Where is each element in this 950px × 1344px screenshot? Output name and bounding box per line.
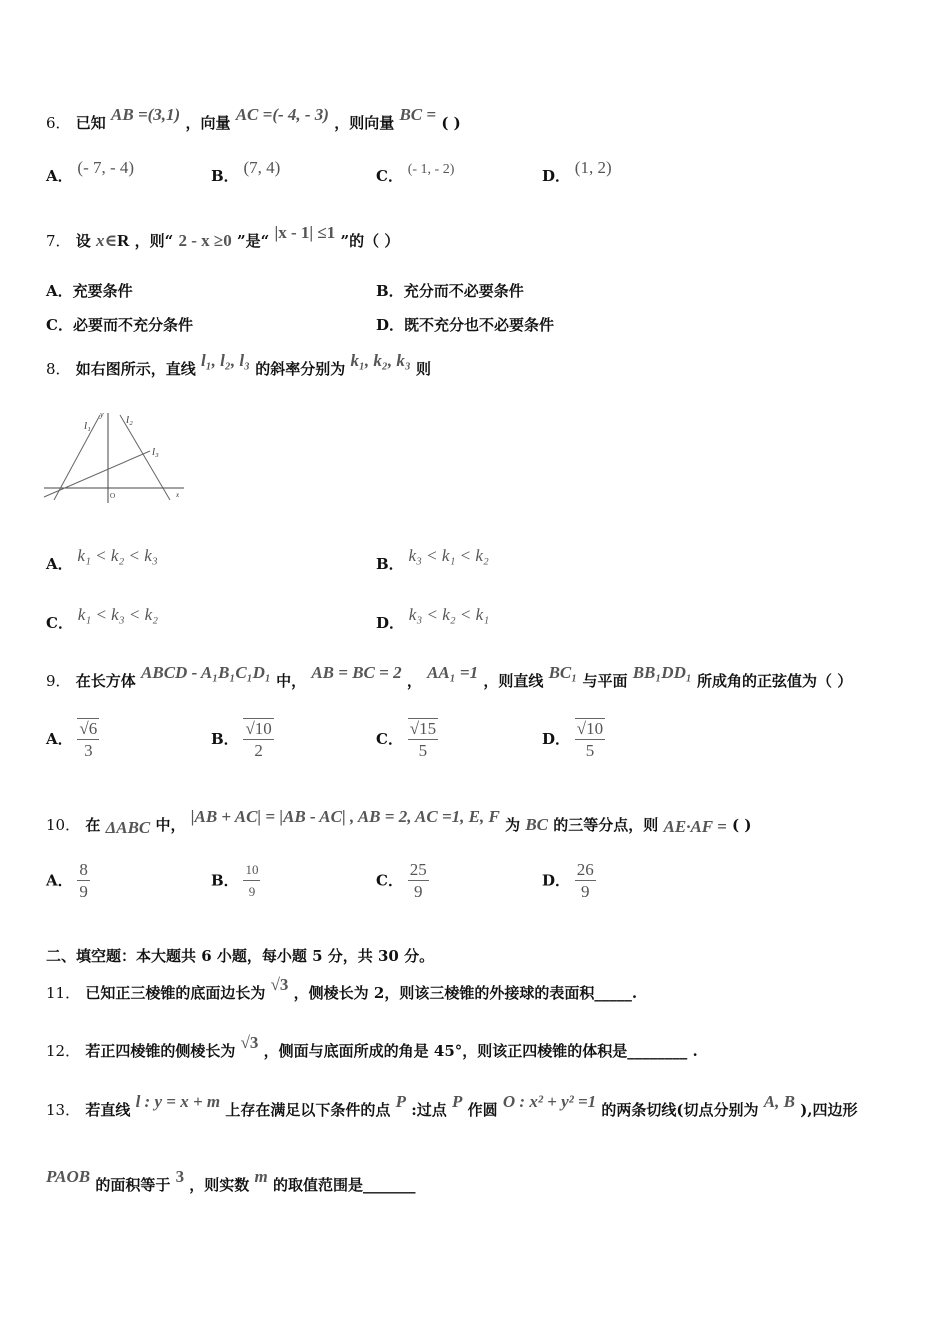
option-value: k₃ < k₂ < k₁ <box>408 605 490 624</box>
fraction <box>408 860 429 903</box>
q6-text-3: ，则向量 <box>334 114 395 132</box>
q6-text-1: 已知 <box>75 114 106 132</box>
option-label: A． <box>46 730 73 748</box>
numerator: 25 <box>409 860 427 879</box>
q8-option-b[interactable] <box>376 546 489 574</box>
question-7 <box>46 223 400 251</box>
numerator: √10 <box>245 719 272 738</box>
q13-text-4: 作圆 <box>467 1101 498 1119</box>
question-12 <box>46 1033 698 1061</box>
numerator: √15 <box>409 719 437 738</box>
option-label: D． <box>376 614 405 632</box>
q10-text-3: 为 <box>505 816 521 834</box>
q7-set-r: R <box>117 231 130 250</box>
denominator: 9 <box>413 882 423 901</box>
q6-number: 6． <box>46 114 71 132</box>
q13-text-8: ，则实数 <box>189 1176 250 1194</box>
q8-option-c[interactable] <box>46 605 159 633</box>
label-l2: l₂ <box>126 414 133 426</box>
option-label: A． <box>46 167 73 185</box>
denominator: 9 <box>581 882 590 901</box>
question-13 <box>46 1092 858 1120</box>
option-label: B． <box>376 282 404 300</box>
numerator: 10 <box>243 860 260 881</box>
q13-answer-blank[interactable]: _______ <box>363 1176 416 1194</box>
q9-box: ABCD - A₁B₁C₁D₁ <box>141 663 271 682</box>
option-label: D． <box>542 730 571 748</box>
question-13-line-2 <box>46 1167 416 1195</box>
q13-text-1: 若直线 <box>85 1101 131 1119</box>
option-label: A． <box>46 282 73 300</box>
fraction <box>575 860 596 903</box>
q7-math-2: 2 - x ≥0 <box>178 231 232 250</box>
q6-option-a[interactable] <box>46 158 135 186</box>
option-label: C． <box>46 316 73 334</box>
option-label: C． <box>376 730 403 748</box>
q7-text-3: ”是“ <box>237 232 270 250</box>
q9-plane: BB₁DD₁ <box>632 663 692 682</box>
q12-number: 12． <box>46 1042 81 1060</box>
q9-text-6: 所成角的正弦值为（ ） <box>697 672 853 690</box>
q11-text-1: 已知正三棱锥的底面边长为 <box>85 984 266 1002</box>
q8-text-3: 则 <box>415 360 431 378</box>
fraction <box>243 718 273 762</box>
option-label: C． <box>46 614 73 632</box>
q9-text-4: ，则直线 <box>483 672 544 690</box>
label-x: x <box>176 491 180 499</box>
q8-option-a[interactable] <box>46 546 158 574</box>
option-label: D． <box>542 871 571 890</box>
q9-option-d[interactable] <box>542 718 605 762</box>
denominator: 5 <box>585 741 595 760</box>
q8-option-d[interactable] <box>376 605 490 633</box>
q12-sqrt3: √3 <box>240 1033 259 1052</box>
line-l2 <box>120 415 170 500</box>
q9-text-1: 在长方体 <box>75 672 136 690</box>
q8-figure <box>42 405 192 505</box>
q7-option-d[interactable] <box>376 314 554 335</box>
q13-tangent-points: A, B <box>763 1092 795 1111</box>
q10-triangle: ΔABC <box>105 818 151 837</box>
q6-text-4: ( ) <box>441 114 461 132</box>
option-label: C． <box>376 871 403 890</box>
q13-text-6: ),四边形 <box>800 1101 858 1119</box>
option-text: 既不充分也不必要条件 <box>404 316 555 334</box>
q13-line: l : y = x + m <box>135 1092 221 1111</box>
q13-text-5: 的两条切线(切点分别为 <box>601 1101 759 1119</box>
q7-option-c[interactable] <box>46 314 193 335</box>
q13-text-3: :过点 <box>411 1101 447 1119</box>
q9-ab-bc: AB = BC = 2 <box>311 663 402 682</box>
q11-answer-blank[interactable]: _____ <box>594 984 632 1002</box>
q11-text-3: . <box>631 984 638 1002</box>
line-l3 <box>44 451 150 497</box>
q8-number: 8． <box>46 360 71 378</box>
question-11 <box>46 975 638 1003</box>
q7-number: 7． <box>46 232 71 250</box>
q13-number: 13． <box>46 1101 81 1119</box>
option-value: (7, 4) <box>243 158 281 177</box>
q8-slopes: k₁, k₂, k₃ <box>350 351 411 370</box>
q11-number: 11． <box>46 984 81 1002</box>
numerator: √6 <box>79 719 98 738</box>
q13-m: m <box>254 1167 268 1186</box>
fraction <box>575 718 605 762</box>
q9-option-a[interactable] <box>46 718 99 762</box>
q6-option-c[interactable] <box>376 162 455 186</box>
q10-number: 10． <box>46 816 81 834</box>
q7-option-b[interactable] <box>376 280 524 301</box>
denominator: 2 <box>254 741 263 760</box>
q6-text-2: ，向量 <box>185 114 231 132</box>
option-label: B． <box>211 167 239 185</box>
q7-option-a[interactable] <box>46 280 133 301</box>
q7-math-3: |x - 1| ≤1 <box>274 223 336 242</box>
line-l1 <box>54 415 100 500</box>
option-label: A． <box>46 555 73 573</box>
option-value: k₁ < k₃ < k₂ <box>77 605 159 624</box>
option-text: 充要条件 <box>72 282 133 300</box>
q9-text-2: 中， <box>276 672 307 690</box>
q9-text-5: 与平面 <box>582 672 628 690</box>
label-y: y <box>100 410 104 419</box>
q10-text-5: ( ) <box>732 816 752 834</box>
option-value: (- 1, - 2) <box>407 162 455 177</box>
option-value: (- 7, - 4) <box>77 158 135 177</box>
question-8 <box>46 351 431 379</box>
q10-text-4: 的三等分点，则 <box>553 816 659 834</box>
label-l3: l₃ <box>152 446 159 458</box>
q10-bc: BC <box>525 815 549 834</box>
q12-text-1: 若正四棱锥的侧棱长为 <box>85 1042 236 1060</box>
q12-text-2: ，侧面与底面所成的角是 45°，则该正四棱锥的体积是 <box>263 1042 628 1060</box>
q6-vector-ac: AC =(- 4, - 3) <box>235 105 329 124</box>
q9-aa1: AA₁ =1 <box>427 663 479 682</box>
q10-text-2: 中， <box>155 816 186 834</box>
numerator: √10 <box>576 719 604 738</box>
option-text: 必要而不充分条件 <box>72 316 193 334</box>
fraction <box>243 860 260 903</box>
q12-text-3: . <box>687 1042 698 1060</box>
label-l1: l₁ <box>84 420 91 432</box>
q7-text-4: ”的（ ） <box>340 232 400 250</box>
q13-text-7: 的面积等于 <box>95 1176 171 1194</box>
q9-number: 9． <box>46 672 71 690</box>
q7-text-1: 设 <box>75 232 91 250</box>
option-label: A． <box>46 871 73 890</box>
q10-option-b[interactable] <box>211 860 260 903</box>
q6-vector-bc: BC = <box>399 105 437 124</box>
q13-text-9: 的取值范围是 <box>273 1176 364 1194</box>
q6-option-d[interactable] <box>542 158 612 186</box>
denominator: 5 <box>418 741 428 760</box>
option-label: B． <box>376 555 404 573</box>
option-label: C． <box>376 167 403 185</box>
q13-point-p: P <box>395 1092 406 1111</box>
q7-text-2: ，则“ <box>134 232 174 250</box>
denominator: 9 <box>79 882 88 901</box>
q9-option-c[interactable] <box>376 718 438 762</box>
q7-math-1: x∈ <box>96 231 118 250</box>
q10-text-1: 在 <box>85 816 101 834</box>
numerator: 8 <box>79 860 88 879</box>
fraction <box>77 860 90 903</box>
q10-condition: |AB + AC| = |AB - AC| , AB = 2, AC =1, E, F <box>190 807 500 826</box>
q13-area: 3 <box>175 1167 185 1186</box>
q8-lines: l₁, l₂, l₃ <box>201 351 250 370</box>
q13-circle: O : x² + y² =1 <box>502 1092 597 1111</box>
question-6 <box>46 105 461 133</box>
denominator: 3 <box>84 741 93 760</box>
option-label: B． <box>211 730 239 748</box>
denominator: 9 <box>248 884 256 899</box>
section-2-heading: 二、填空题：本大题共 6 小题，每小题 5 分，共 30 分。 <box>46 947 435 965</box>
q10-option-d[interactable] <box>542 860 596 903</box>
q10-dot-product: AE·AF = <box>663 817 727 836</box>
q10-option-c[interactable] <box>376 860 429 903</box>
q13-text-2: 上存在满足以下条件的点 <box>225 1101 391 1119</box>
numerator: 26 <box>576 860 594 879</box>
option-value: (1, 2) <box>574 158 612 177</box>
q13-quadrilateral: PAOB <box>46 1167 91 1186</box>
q8-text-1: 如右图所示，直线 <box>75 360 196 378</box>
q10-option-a[interactable] <box>46 860 90 903</box>
q6-option-b[interactable] <box>211 158 281 186</box>
option-text: 充分而不必要条件 <box>403 282 524 300</box>
label-origin: O <box>110 492 116 500</box>
q11-text-2: ，侧棱长为 2，则该三棱锥的外接球的表面积 <box>293 984 595 1002</box>
q9-line-bc1: BC₁ <box>548 663 578 682</box>
option-value: k₃ < k₁ < k₂ <box>408 546 489 565</box>
q9-option-b[interactable] <box>211 718 274 762</box>
q9-text-3: ， <box>406 672 422 690</box>
option-label: B． <box>211 871 239 890</box>
q8-text-2: 的斜率分别为 <box>255 360 346 378</box>
q13-point-p-2: P <box>452 1092 463 1111</box>
question-10 <box>46 807 752 837</box>
q11-sqrt3: √3 <box>270 975 289 994</box>
option-label: D． <box>542 167 571 185</box>
question-9 <box>46 663 853 691</box>
fraction <box>77 718 99 762</box>
option-label: D． <box>376 316 405 334</box>
q12-answer-blank[interactable]: ________ <box>627 1042 688 1060</box>
option-value: k₁ < k₂ < k₃ <box>77 546 158 565</box>
q6-vector-ab: AB =(3,1) <box>111 105 181 124</box>
fraction <box>408 718 438 762</box>
